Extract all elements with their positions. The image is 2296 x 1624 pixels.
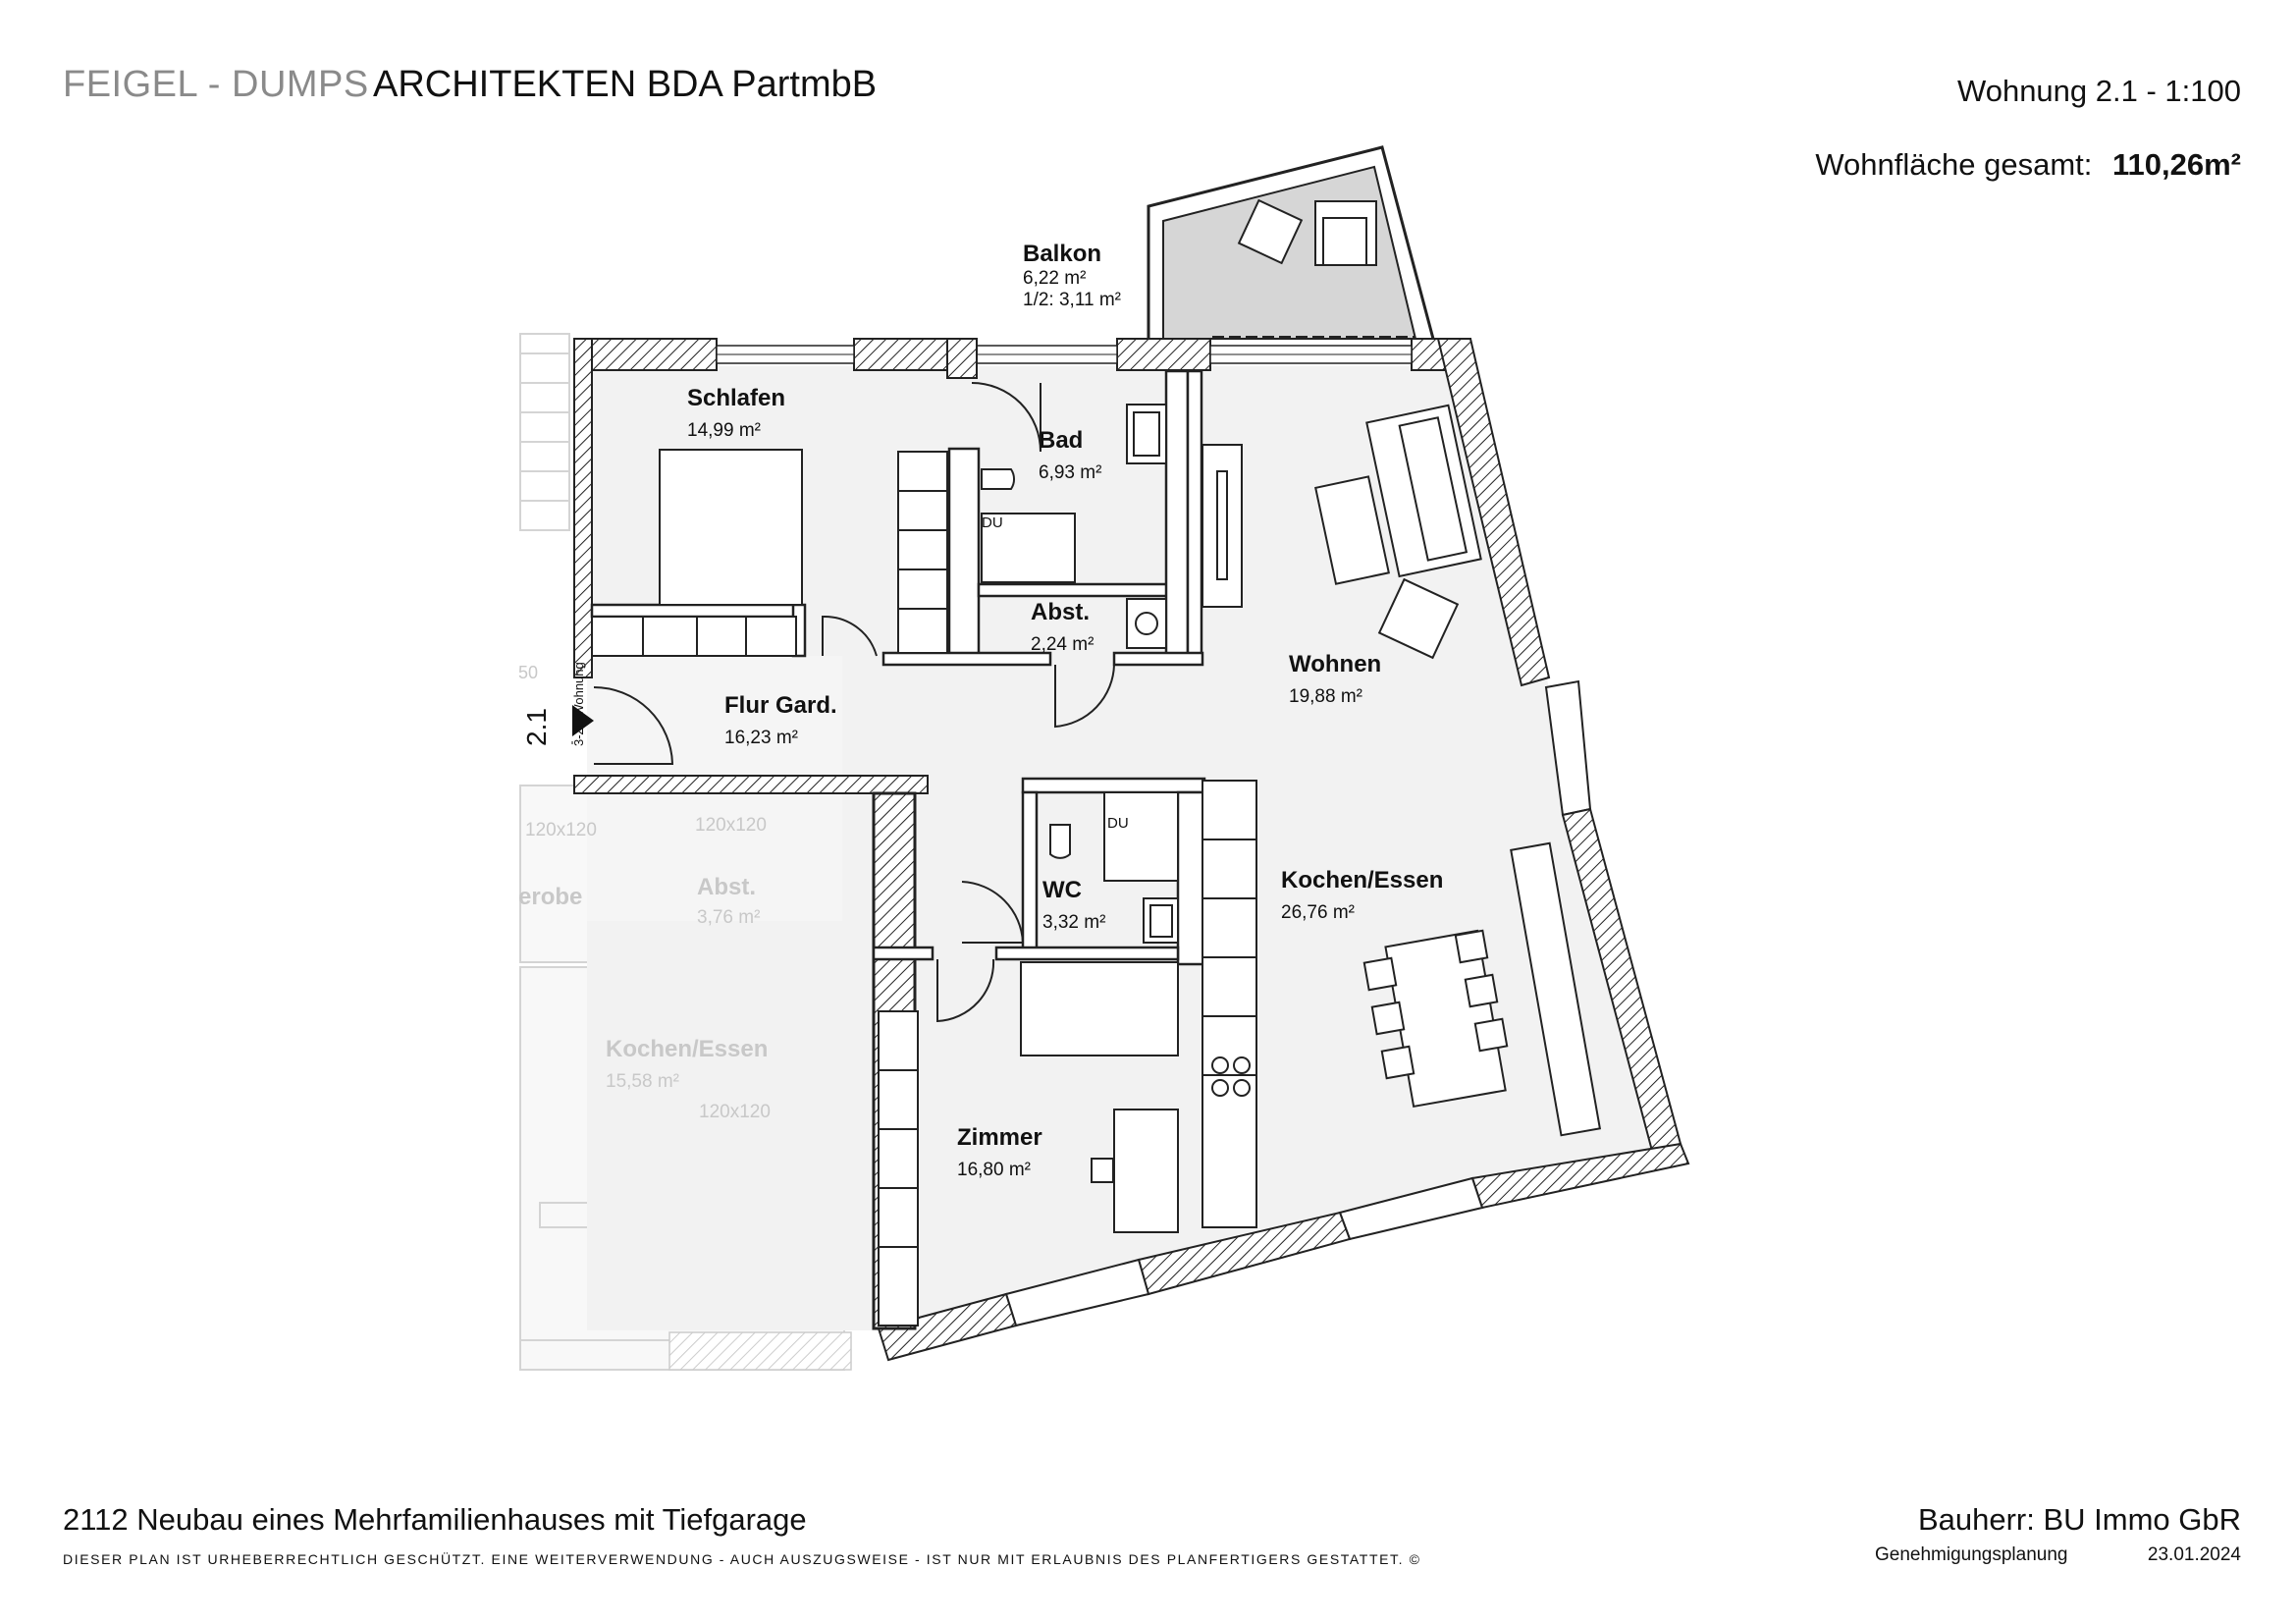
firm-name-grey: FEIGEL - DUMPS: [63, 64, 369, 105]
firm-name-black: ARCHITEKTEN BDA PartmbB: [373, 64, 878, 105]
entrance-unit-number: 2.1: [521, 708, 552, 746]
room-area: 2,24 m²: [1031, 634, 1095, 655]
room-name: Flur Gard.: [724, 692, 837, 719]
room-name: Schlafen: [687, 385, 786, 411]
neighbour-window-3: 120x120: [699, 1102, 771, 1122]
room-schlafen: [687, 385, 785, 442]
room-area-half: 1/2: 3,11 m²: [1023, 290, 1121, 310]
project-title: 2112 Neubau eines Mehrfamilienhauses mit Tiefgarage: [63, 1502, 807, 1537]
unit-scale: Wohnung 2.1 - 1:100: [1957, 74, 2241, 108]
neighbour-garderobe: erobe: [518, 884, 583, 910]
room-kochen-essen: [1281, 867, 1443, 924]
copyright-notice: DIESER PLAN IST URHEBERRECHTLICH GESCHÜTZT. EINE WEITERVERWENDUNG - AUCH AUSZUGSWEISE - IST NUR MIT ERLAUBNIS DES PLANFERTIGERS GESTATTET. ©: [63, 1551, 1421, 1567]
neighbour-abst: [697, 874, 760, 929]
plan-phase: Genehmigungsplanung: [1875, 1544, 2068, 1565]
total-area-label: Wohnfläche gesamt:: [1815, 147, 2093, 182]
total-area-value: 110,26m²: [2112, 147, 2241, 182]
neighbour-window-1: 120x120: [525, 820, 597, 840]
room-area: 3,76 m²: [697, 907, 761, 928]
room-wohnen: [1289, 651, 1381, 708]
shower-label-bad: DU: [982, 514, 1003, 531]
neighbour-kochen: [606, 1036, 768, 1093]
room-wc: [1042, 877, 1105, 934]
room-name: Kochen/Essen: [1281, 867, 1444, 893]
room-abst: [1031, 599, 1094, 656]
room-name: Balkon: [1023, 241, 1102, 267]
room-area: 6,22 m²: [1023, 268, 1087, 289]
room-area: 6,93 m²: [1039, 462, 1102, 483]
room-area: 19,88 m²: [1289, 686, 1362, 707]
entrance-unit-type: 3-Zi.-Wohnung: [571, 662, 586, 746]
room-zimmer: [957, 1124, 1042, 1181]
room-name: Zimmer: [957, 1124, 1042, 1151]
plan-date: 23.01.2024: [2147, 1544, 2241, 1565]
neighbour-window-2: 120x120: [695, 815, 767, 836]
room-flur: [724, 692, 837, 749]
room-name: Wohnen: [1289, 651, 1382, 677]
room-area: 14,99 m²: [687, 420, 761, 441]
room-area: 15,58 m²: [606, 1071, 679, 1092]
room-area: 3,32 m²: [1042, 912, 1106, 933]
room-name: Abst.: [697, 874, 756, 900]
room-balkon: [1023, 241, 1121, 311]
shower-label-wc: DU: [1107, 815, 1129, 832]
room-area: 16,23 m²: [724, 728, 798, 748]
room-bad: [1039, 427, 1101, 484]
room-name: WC: [1042, 877, 1082, 903]
room-name: Kochen/Essen: [606, 1036, 769, 1062]
client: Bauherr: BU Immo GbR: [1917, 1502, 2241, 1537]
room-name: Bad: [1039, 427, 1084, 454]
neighbour-level: 50: [518, 663, 539, 682]
room-name: Abst.: [1031, 599, 1090, 625]
room-area: 16,80 m²: [957, 1160, 1031, 1180]
total-area: [1815, 147, 2241, 183]
room-area: 26,76 m²: [1281, 902, 1355, 923]
